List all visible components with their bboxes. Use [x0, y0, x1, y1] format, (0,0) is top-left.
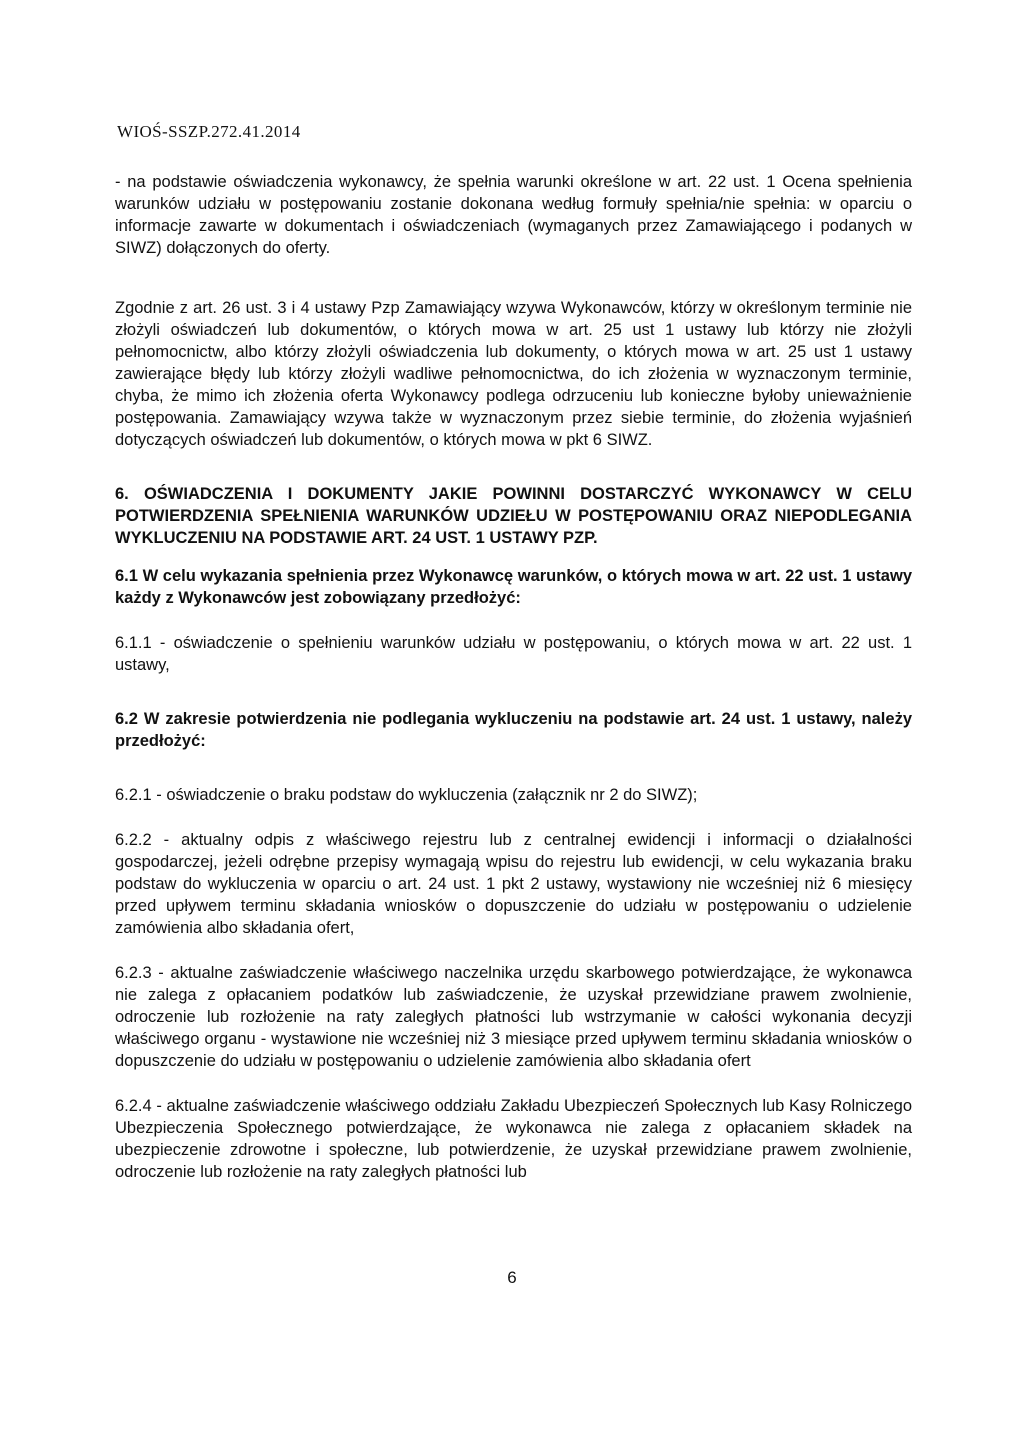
page-number: 6 — [507, 1268, 517, 1287]
section-6-heading: 6. OŚWIADCZENIA I DOKUMENTY JAKIE POWINNI DOSTARCZYĆ WYKONAWCY W CELU POTWIERDZENIA SPEŁNIENIA WARUNKÓW UDZIEŁU W POSTĘPOWANIU ORAZ NIEPODLEGANIA WYKLUCZENIU NA PODSTAWIE ART. 24 UST. 1 USTAWY PZP. — [115, 485, 912, 547]
document-body — [115, 171, 912, 1183]
item-6-2-2: 6.2.2 - aktualny odpis z właściwego rejestru lub z centralnej ewidencji i informacji o działalności gospodarczej, jeżeli odrębne przepisy wymagają wpisu do rejestru lub ewidencji, w celu wykazania braku podstaw do wykluczenia w oparciu o art. 24 ust. 1 pkt 2 ustawy, wystawiony nie wcześniej niż 6 miesięcy przed upływem terminu składania wniosków o dopuszczenie do udziału w postępowaniu o udzielenie zamówienia albo składania ofert, — [115, 831, 912, 937]
paragraph-statement-conditions: - na podstawie oświadczenia wykonawcy, że spełnia warunki określone w art. 22 ust. 1 Ocena spełnienia warunków udziału w postępowaniu zostanie dokonana według formuły spełnia/nie spełnia: w oparciu o informacje zawarte w dokumentach i oświadczeniach (wymaganych przez Zamawiającego i podanych w SIWZ) dołączonych do oferty. — [115, 173, 912, 257]
item-6-1-1: 6.1.1 - oświadczenie o spełnieniu warunków udziału w postępowaniu, o których mowa w art. 22 ust. 1 ustawy, — [115, 634, 912, 674]
document-reference-number: WIOŚ-SSZP.272.41.2014 — [117, 122, 301, 141]
paragraph-art26-request: Zgodnie z art. 26 ust. 3 i 4 ustawy Pzp Zamawiający wzywa Wykonawców, którzy w określonym terminie nie złożyli oświadczeń lub dokumentów, o których mowa w art. 25 ust 1 ustawy lub którzy nie złożyli pełnomocnictw, albo którzy złożyli oświadczenia lub dokumenty, o których mowa w art. 25 ust 1 ustawy zawierające błędy lub którzy złożyli wadliwe pełnomocnictwa, do ich złożenia w wyznaczonym terminie, chyba, że mimo ich złożenia oferta Wykonawcy podlega odrzuceniu lub konieczne byłoby unieważnienie postępowania. Zamawiający wzywa także w wyznaczonym przez siebie terminie, do złożenia wyjaśnień dotyczących oświadczeń lub dokumentów, o których mowa w pkt 6 SIWZ. — [115, 299, 912, 449]
item-6-2-1: 6.2.1 - oświadczenie o braku podstaw do wykluczenia (załącznik nr 2 do SIWZ); — [115, 786, 698, 804]
section-6-1-heading: 6.1 W celu wykazania spełnienia przez Wykonawcę warunków, o których mowa w art. 22 ust. 1 ustawy każdy z Wykonawców jest zobowiązany przedłożyć: — [115, 567, 912, 607]
section-6-2-heading: 6.2 W zakresie potwierdzenia nie podlegania wykluczeniu na podstawie art. 24 ust. 1 ustawy, należy przedłożyć: — [115, 710, 912, 750]
item-6-2-3: 6.2.3 - aktualne zaświadczenie właściwego naczelnika urzędu skarbowego potwierdzające, że wykonawca nie zalega z opłacaniem podatków lub zaświadczenie, że uzyskał przewidziane prawem zwolnienie, odroczenie lub rozłożenie na raty zaległych płatności lub wstrzymanie w całości wykonania decyzji właściwego organu - wystawione nie wcześniej niż 3 miesiące przed upływem terminu składania wniosków o dopuszczenie do udziału w postępowaniu o udzielenie zamówienia albo składania ofert — [115, 964, 912, 1070]
item-6-2-4: 6.2.4 - aktualne zaświadczenie właściwego oddziału Zakładu Ubezpieczeń Społecznych lub Kasy Rolniczego Ubezpieczenia Społecznego potwierdzające, że wykonawca nie zalega z opłacaniem składek na ubezpieczenie zdrowotne i społeczne, lub potwierdzenie, że uzyskał przewidziane prawem zwolnienie, odroczenie lub rozłożenie na raty zaległych płatności lub — [115, 1097, 912, 1181]
